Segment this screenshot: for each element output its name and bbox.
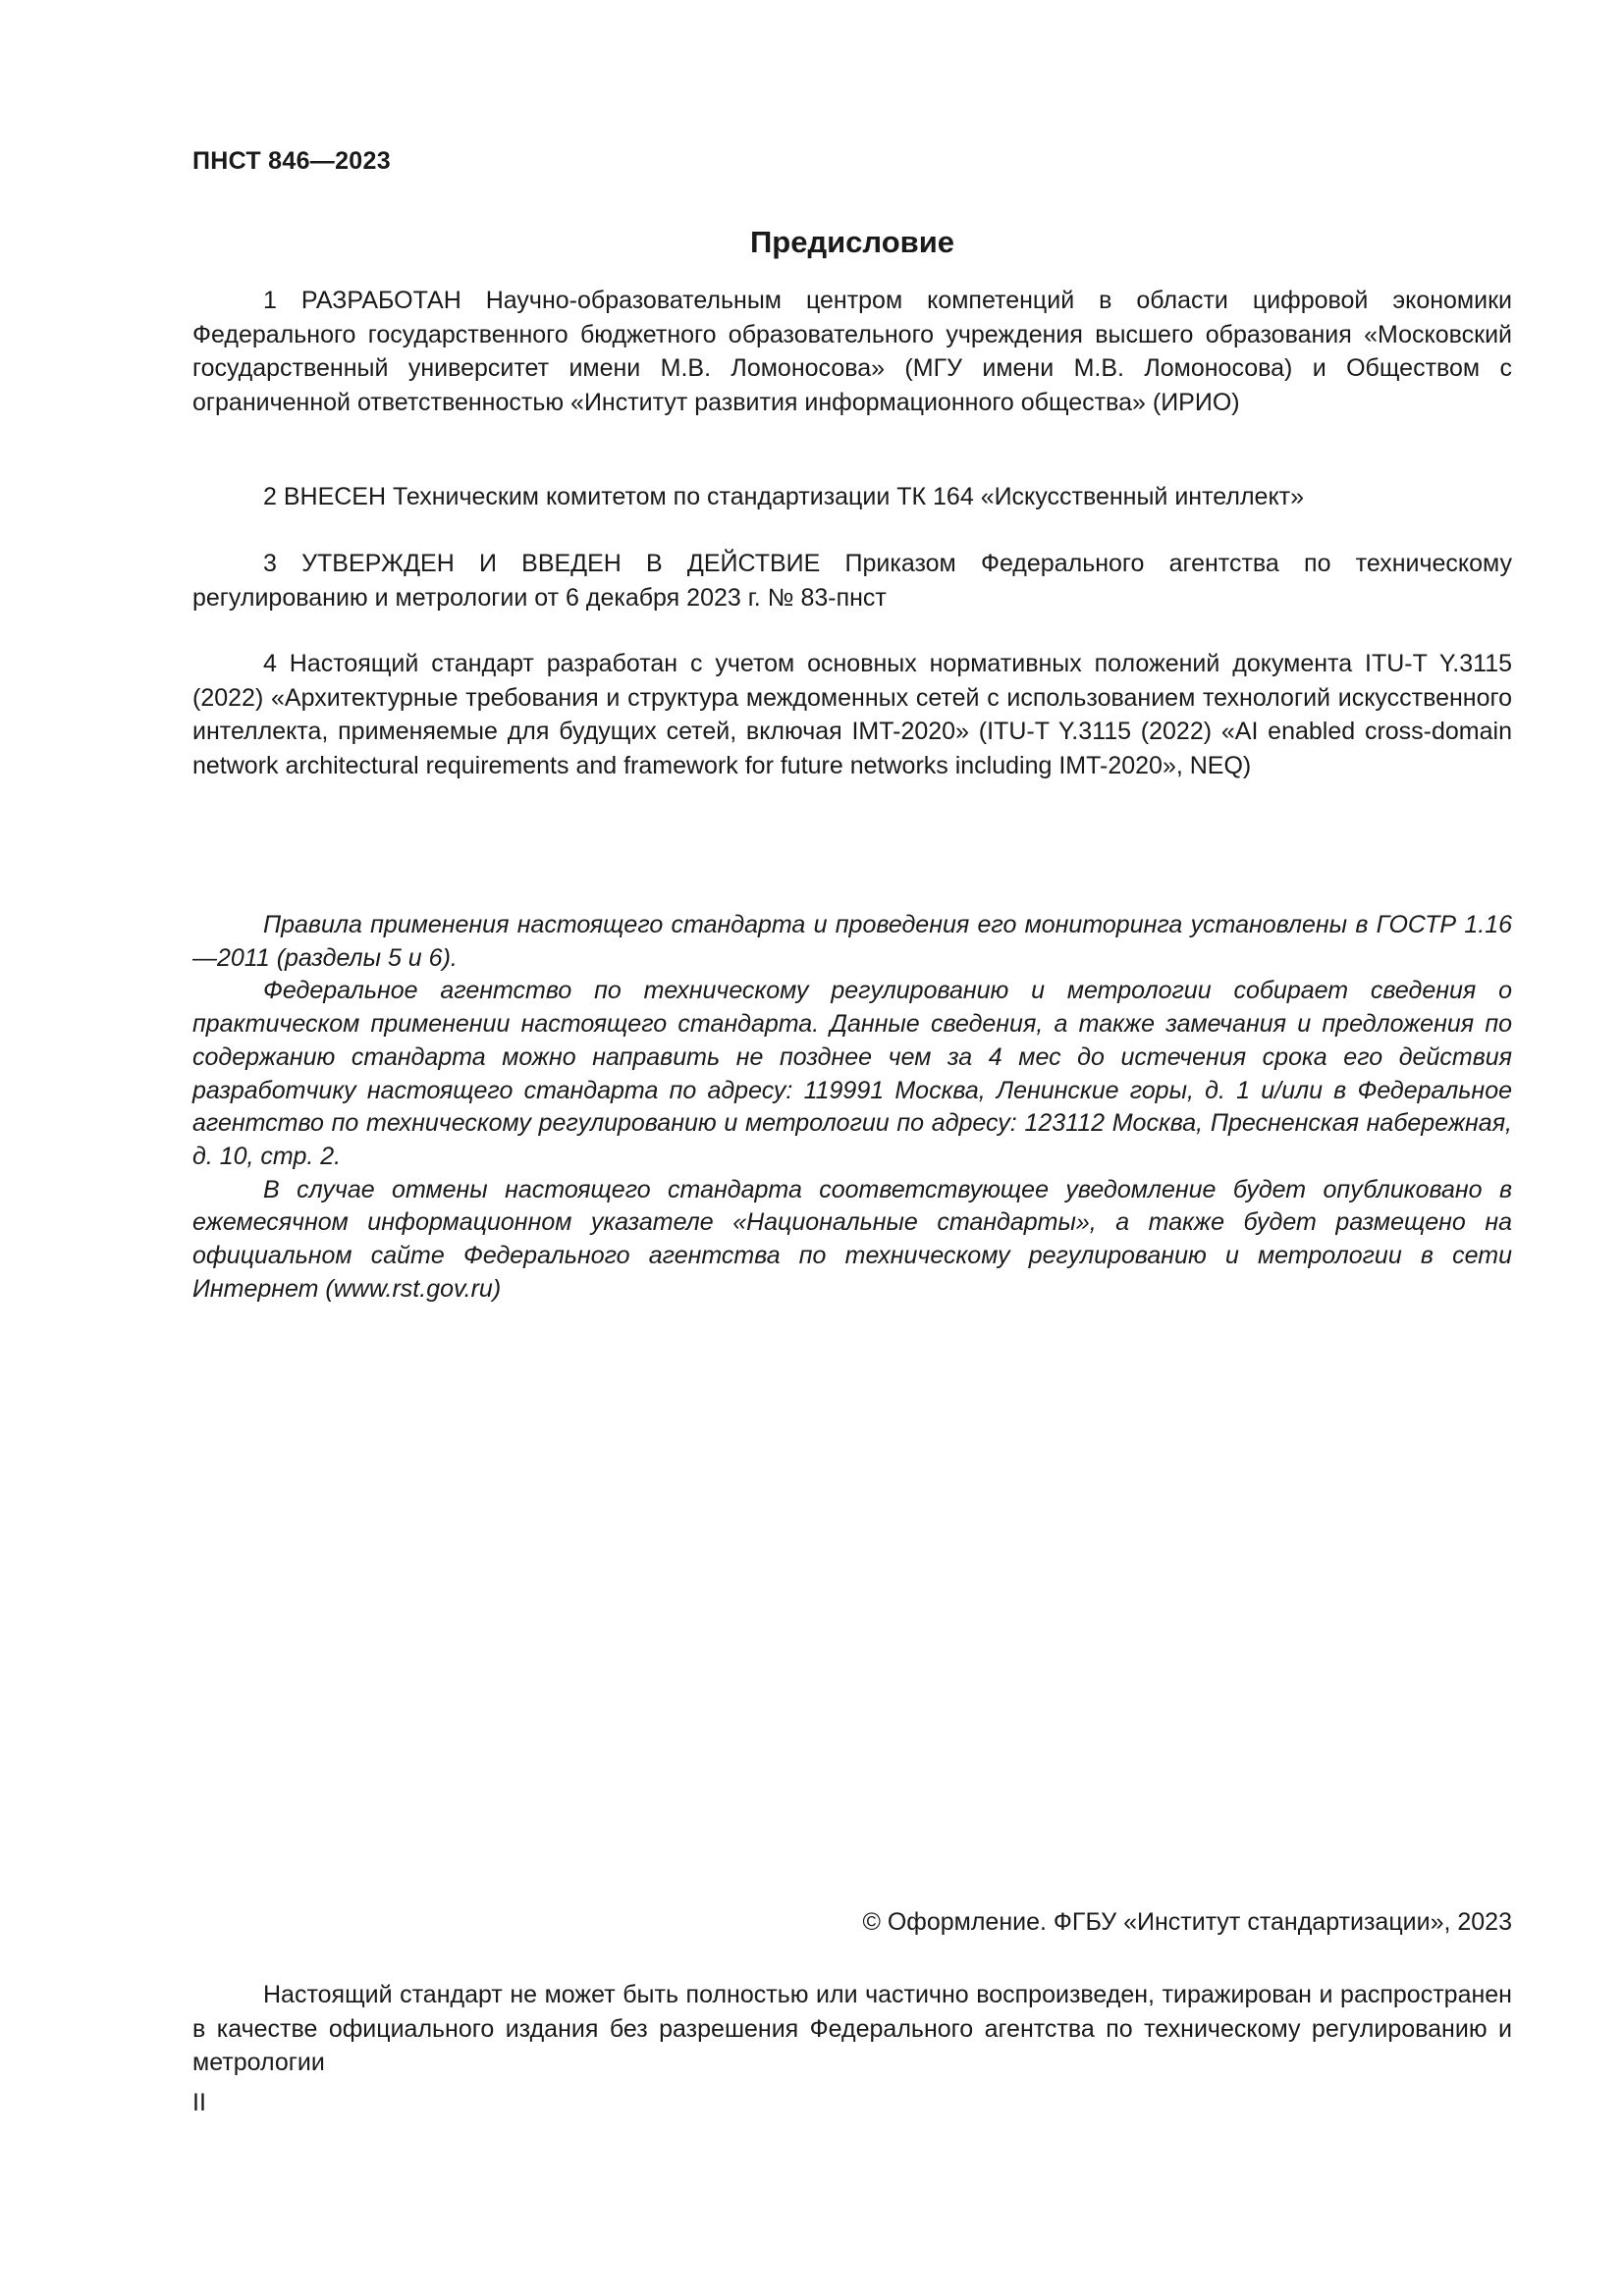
- note-feedback: Федеральное агентство по техническому регулированию и метрологии собирает сведения о практическом применении настоящего стандарта. Данные сведения, а также замечания и предложения по содержанию стандарта можно направить не позднее чем за 4 мес до истечения срока его действия разработчику настоящего стандарта по адресу: 119991 Москва, Ленинские горы, д. 1 и/или в Федеральное агентство по техническому регулированию и метрологии по адресу: 123112 Москва, Пресненская набережная, д. 10, стр. 2.: [192, 977, 1512, 1170]
- preface-item-4: [192, 647, 1512, 782]
- preface-title: Предисловие: [749, 225, 954, 259]
- preface-item-3-text: 3 УТВЕРЖДЕН И ВВЕДЕН В ДЕЙСТВИЕ Приказом Федерального агентства по техническому регулированию и метрологии от 6 декабря 2023 г. № 83-пнст: [192, 550, 1512, 612]
- reproduction-notice: [192, 1978, 1512, 2080]
- preface-item-3: [192, 547, 1512, 614]
- preface-item-4-text: 4 Настоящий стандарт разработан с учетом основных нормативных положений документа ITU-T Y.3115 (2022) «Архитектурные требования и структура междоменных сетей с использованием технологий искусственного интеллекта, применяемые для будущих сетей, включая IMT-2020» (ITU-T Y.3115 (2022) «AI enabled cross-domain network architectural requirements and framework for future networks including IMT-2020», NEQ): [192, 650, 1512, 779]
- preface-item-1-text: 1 РАЗРАБОТАН Научно-образовательным центром компетенций в области цифровой экономики Федерального государственного бюджетного образовательного учреждения высшего образования «Московский государственный университет имени М.В. Ломоносова» (МГУ имени М.В. Ломоносова) и Обществом с ограниченной ответственностью «Институт развития информационного общества» (ИРИО): [192, 287, 1512, 416]
- preface-item-2-text: 2 ВНЕСЕН Техническим комитетом по стандартизации ТК 164 «Искусственный интеллект»: [263, 483, 1305, 510]
- preface-item-2: [192, 480, 1512, 514]
- note-cancellation: В случае отмены настоящего стандарта соответствующее уведомление будет опубликовано в ежемесячном информационном указателе «Национальные стандарты», а также будет размещено на официальном сайте Федерального агентства по техническому регулированию и метрологии в сети Интернет (www.rst.gov.ru): [192, 1175, 1512, 1303]
- note-application-rules: Правила применения настоящего стандарта и проведения его мониторинга установлены в ГОСТР 1.16—2011 (разделы 5 и 6).: [192, 911, 1512, 972]
- copyright-line: © Оформление. ФГБУ «Институт стандартизации», 2023: [862, 1908, 1512, 1936]
- document-code: ПНСТ 846—2023: [192, 147, 391, 175]
- page-number: II: [192, 2089, 206, 2116]
- application-notes: [192, 909, 1512, 1306]
- reproduction-notice-text: Настоящий стандарт не может быть полностью или частично воспроизведен, тиражирован и распространен в качестве официального издания без разрешения Федерального агентства по техническому регулированию и метрологии: [192, 1981, 1512, 2076]
- preface-item-1: [192, 284, 1512, 419]
